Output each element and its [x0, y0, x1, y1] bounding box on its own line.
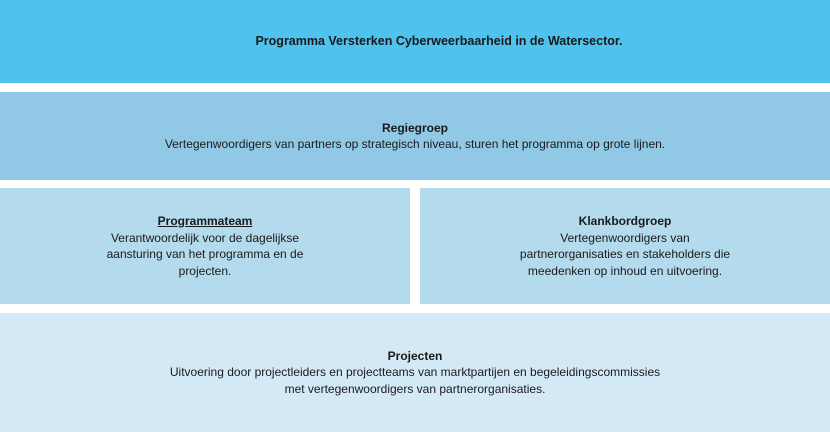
program-title: Programma Versterken Cyberweerbaarheid in de Watersector. [255, 34, 623, 49]
klankbordgroep-heading: Klankbordgroep [578, 214, 672, 228]
program-title-bar [0, 0, 830, 83]
klankbordgroep-description: Vertegenwoordigers van partnerorganisaties en stakeholders die meedenken op inhoud en uitvoering. [519, 230, 731, 278]
klankbordgroep-box [420, 188, 830, 304]
projecten-box [0, 313, 830, 432]
programmateam-heading[interactable]: Programmateam [157, 214, 253, 228]
regiegroep-box [0, 92, 830, 180]
projecten-heading: Projecten [387, 348, 443, 363]
projecten-description: Uitvoering door projectleiders en projectteams van marktpartijen en begeleidingscommissies met vertegenwoordigers van partnerorganisaties. [169, 365, 661, 396]
regiegroep-description: Vertegenwoordigers van partners op strategisch niveau, sturen het programma op grote lijnen. [164, 137, 666, 151]
programmateam-description: Verantwoordelijk voor de dagelijkse aansturing van het programma en de projecten. [106, 230, 304, 278]
programmateam-box [0, 188, 410, 304]
regiegroep-heading: Regiegroep [381, 120, 448, 135]
